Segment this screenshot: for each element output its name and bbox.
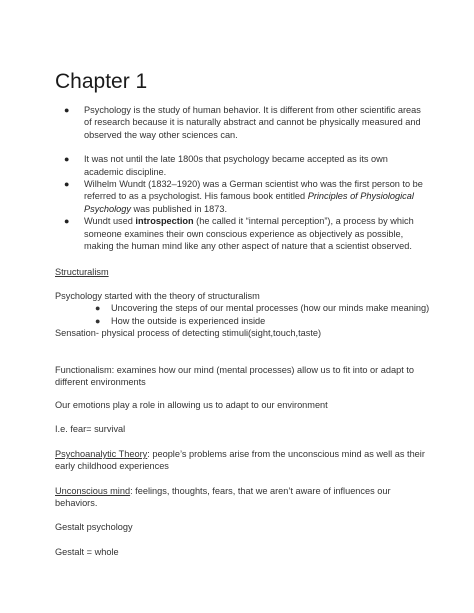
structuralism-section [55,290,430,340]
list-item [62,153,427,178]
bullet-icon: ● [64,154,70,165]
intro-bullet-list [62,104,427,252]
list-item [95,302,430,314]
unconscious-term: Unconscious mind [55,486,131,496]
book-title: Principles of Physiological Psychology [84,191,414,214]
key-term: introspection [135,216,194,227]
psychoanalytic-paragraph [55,448,430,473]
bullet-text: It was not until the late 1800s that psychology became accepted as its own academic discipline. [84,154,388,177]
unconscious-text: : feelings, thoughts, fears, that we aren’t aware of influences our behaviors. [55,486,391,509]
bullet-icon: ● [64,105,70,115]
list-item [95,315,430,327]
list-item [62,104,427,141]
list-item [62,178,427,215]
functionalism-text: Functionalism: examines how our mind (mental processes) allow us to fit into or adapt to different environments [55,365,414,388]
psychoanalytic-text: : people’s problems arise from the unconscious mind as well as their early childhood experiences [55,449,425,472]
structuralism-intro: Psychology started with the theory of structuralism [55,291,260,301]
bullet-text [84,179,423,214]
gestalt-heading: Gestalt psychology [55,522,133,532]
emotions-text: Our emotions play a role in allowing us to adapt to our environment [55,400,328,410]
bullet-text: Uncovering the steps of our mental processes (how our minds make meaning) [111,303,430,314]
bullet-icon: ● [95,315,101,326]
page-title: Chapter 1 [55,70,148,93]
structuralism-heading: Structuralism [55,267,109,277]
unconscious-paragraph [55,485,430,510]
example-text: I.e. fear= survival [55,424,126,434]
list-item [62,215,427,252]
psychoanalytic-term: Psychoanalytic Theory [55,449,148,459]
bullet-text [84,216,414,251]
sensation-text: Sensation- physical process of detecting stimuli(sight,touch,taste) [55,328,322,339]
bullet-text-post: (he called it “internal perception”), a process by which someone examines their own conscious experience as objectively as possible, making the human mind like any other aspect of nature that a scientist observed. [84,216,414,252]
structuralism-bullet-list [55,302,430,327]
bullet-text-pre: Wundt used [84,216,136,227]
gestalt-definition: Gestalt = whole [55,547,119,557]
bullet-icon: ● [95,303,101,314]
bullet-text: Psychology is the study of human behavior. It is different from other scientific areas of research because it is naturally abstract and cannot be physically measured and observed the way other sciences can. [84,105,421,140]
bullet-text-post: was published in 1873. [130,203,228,214]
bullet-text-pre: Wilhelm Wundt (1832–1920) was a German scientist who was the first person to be referred to as a psychologist. His famous book entitled [84,179,423,202]
bullet-icon: ● [64,216,70,227]
bullet-icon: ● [64,179,70,190]
bullet-text: How the outside is experienced inside [111,315,266,326]
